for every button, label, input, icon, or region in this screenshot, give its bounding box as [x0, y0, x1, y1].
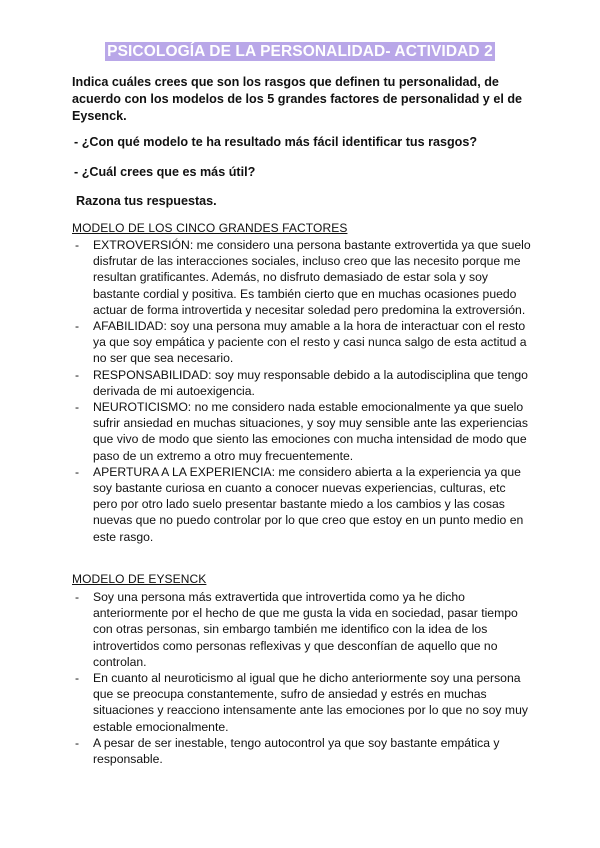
list-item-text: En cuanto al neuroticismo al igual que he dicho anteriormente soy una persona que se preocupa constantemente, sufro de ansiedad y estrés en muchas situaciones y reacciono intensamente ante las emociones por lo que no soy muy estable emocionalmente.: [93, 671, 528, 734]
bullet-dash: -: [75, 464, 80, 479]
bullet-dash: -: [75, 590, 80, 604]
list-item-text: Soy una persona más extravertida que introvertida como ya he dicho anteriormente por el hecho de que me gusta la vida en sociedad, pasar tiempo con otras personas, sin embargo también me identifico con la idea de los introvertidos como personas reflexivas y que desconfían de aquello que no controlan.: [93, 590, 518, 669]
list-item: [72, 367, 532, 399]
question-one: - ¿Con qué modelo te ha resultado más fácil identificar tus rasgos?: [74, 135, 478, 149]
bullet-dash: -: [75, 367, 80, 382]
question-two: - ¿Cuál crees que es más útil?: [74, 165, 256, 179]
list-item: [72, 670, 532, 735]
list-item-text: EXTROVERSIÓN: me considero una persona bastante extrovertida ya que suelo disfrutar de las interacciones sociales, incluso creo que las necesito porque me resultan gratificantes. Además, no disfruto demasiado de estar sola y soy bastante cordial y positiva. Es también cierto que en muchas ocasiones puedo actuar de forma introvertida y necesitar soledad pero predomina la extroversión.: [93, 238, 531, 317]
list-item-text: APERTURA A LA EXPERIENCIA: me considero abierta a la experiencia ya que soy bastante curiosa en cuanto a conocer nuevas experiencias, culturas, etc pero por otro lado suelo presentar bastante miedo a los cambios y las cosas nuevas que no puedo controlar por lo que creo que estoy en un punto medio en este rasgo.: [93, 464, 524, 544]
list-item-text: A pesar de ser inestable, tengo autocontrol ya que soy bastante empática y responsable.: [93, 735, 500, 767]
list-item-text: AFABILIDAD: soy una persona muy amable a la hora de interactuar con el resto ya que soy empática y paciente con el resto y casi nunca salgo de esta actitud a no ser que sea necesario.: [93, 319, 527, 366]
list-item-text: NEUROTICISMO: no me considero nada estable emocionalmente ya que suelo sufrir ansiedad en muchas situaciones, y soy muy sensible ante las experiencias que vivo de modo que siento las emociones con mucha intensidad de modo que paso de un extremo a otro muy frecuentemente.: [93, 400, 528, 463]
list-item: [72, 735, 532, 767]
big-five-heading: MODELO DE LOS CINCO GRANDES FACTORES: [72, 221, 348, 235]
bullet-dash: -: [75, 238, 80, 252]
bullet-dash: -: [75, 319, 80, 334]
assignment-instructions: Indica cuáles crees que son los rasgos que definen tu personalidad, de acuerdo con los modelos de los 5 grandes factores de personalidad y el de Eysenck.: [72, 75, 523, 123]
bullet-dash: -: [75, 735, 80, 750]
bullet-dash: -: [75, 400, 80, 415]
reason-instruction: Razona tus respuestas.: [76, 194, 217, 208]
bullet-dash: -: [75, 671, 80, 686]
list-item: [72, 464, 532, 545]
eysenck-heading: MODELO DE EYSENCK: [72, 572, 207, 586]
big-five-list: [72, 237, 532, 545]
list-item-text: RESPONSABILIDAD: soy muy responsable debido a la autodisciplina que tengo derivada de mi autoexigencia.: [93, 367, 528, 398]
list-item: [72, 589, 532, 670]
title-container: [0, 42, 600, 61]
list-item: [72, 237, 532, 318]
list-item: [72, 399, 532, 464]
list-item: [72, 318, 532, 367]
document-title: PSICOLOGÍA DE LA PERSONALIDAD- ACTIVIDAD 2: [107, 43, 493, 60]
eysenck-list: [72, 589, 532, 767]
